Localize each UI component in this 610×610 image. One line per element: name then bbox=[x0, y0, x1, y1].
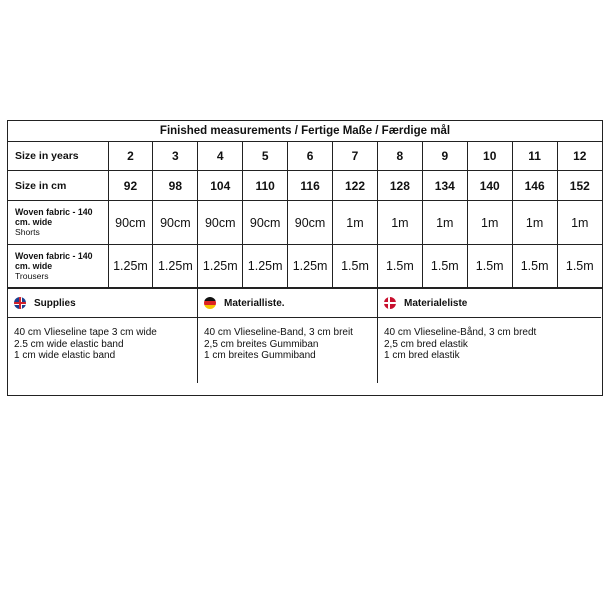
list-item: 40 cm Vlieseline-Band, 3 cm breit bbox=[204, 327, 353, 338]
cell: 146 bbox=[512, 171, 557, 201]
cell: 1.5m bbox=[467, 245, 512, 288]
cell: 4 bbox=[198, 142, 243, 171]
supplies-heading bbox=[198, 289, 377, 318]
cell: 1m bbox=[333, 201, 378, 245]
supplies-english bbox=[8, 289, 197, 383]
cell: 110 bbox=[243, 171, 288, 201]
size-table bbox=[8, 142, 602, 288]
row-label bbox=[8, 201, 108, 245]
cell: 10 bbox=[467, 142, 512, 171]
cell: 90cm bbox=[108, 201, 153, 245]
cell: 104 bbox=[198, 171, 243, 201]
cell: 1.5m bbox=[422, 245, 467, 288]
cell: 2 bbox=[108, 142, 153, 171]
germany-flag-icon bbox=[204, 297, 216, 309]
row-label: Size in years bbox=[8, 142, 108, 171]
row-shorts bbox=[8, 201, 602, 245]
garment-label: Shorts bbox=[15, 227, 40, 237]
row-trousers bbox=[8, 245, 602, 288]
cell: 5 bbox=[243, 142, 288, 171]
cell: 1.5m bbox=[333, 245, 378, 288]
supplies-danish bbox=[377, 289, 601, 383]
fabric-label: Woven fabric - 140 cm. wide bbox=[15, 250, 93, 271]
cell: 11 bbox=[512, 142, 557, 171]
cell: 128 bbox=[377, 171, 422, 201]
cell: 3 bbox=[153, 142, 198, 171]
list-item: 2.5 cm wide elastic band bbox=[14, 338, 124, 350]
cell: 6 bbox=[288, 142, 333, 171]
supplies-list bbox=[198, 318, 377, 362]
cell: 9 bbox=[422, 142, 467, 171]
list-item: 1 cm bred elastik bbox=[384, 350, 460, 361]
list-item: 1 cm breites Gummiband bbox=[204, 350, 316, 361]
row-label bbox=[8, 245, 108, 288]
cell: 1.25m bbox=[243, 245, 288, 288]
row-size-years bbox=[8, 142, 602, 171]
supplies-german bbox=[197, 289, 377, 383]
uk-flag-icon bbox=[14, 297, 26, 309]
garment-label: Trousers bbox=[15, 270, 49, 281]
cell: 90cm bbox=[288, 201, 333, 245]
cell: 90cm bbox=[153, 201, 198, 245]
list-item: 1 cm wide elastic band bbox=[14, 350, 116, 361]
fabric-label: Woven fabric - 140 cm. wide bbox=[15, 207, 93, 227]
cell: 1.25m bbox=[198, 245, 243, 288]
cell: 134 bbox=[422, 171, 467, 201]
measurements-sheet bbox=[7, 120, 603, 396]
cell: 98 bbox=[153, 171, 198, 201]
cell: 116 bbox=[288, 171, 333, 201]
row-label: Size in cm bbox=[8, 171, 108, 201]
cell: 92 bbox=[108, 171, 153, 201]
heading-text: Supplies bbox=[34, 297, 76, 309]
cell: 1.25m bbox=[153, 245, 198, 288]
cell: 90cm bbox=[198, 201, 243, 245]
supplies-heading bbox=[378, 289, 601, 318]
cell: 140 bbox=[467, 171, 512, 201]
cell: 8 bbox=[377, 142, 422, 171]
supplies-list bbox=[8, 318, 197, 362]
cell: 1m bbox=[467, 201, 512, 245]
cell: 152 bbox=[557, 171, 602, 201]
cell: 122 bbox=[333, 171, 378, 201]
cell: 1.5m bbox=[557, 245, 602, 288]
cell: 12 bbox=[557, 142, 602, 171]
supplies-list bbox=[378, 318, 601, 362]
list-item: 40 cm Vlieseline-Bånd, 3 cm bredt bbox=[384, 327, 537, 338]
sheet-title: Finished measurements / Fertige Maße / Færdige mål bbox=[8, 121, 602, 142]
list-item: 40 cm Vlieseline tape 3 cm wide bbox=[14, 327, 157, 338]
cell: 90cm bbox=[243, 201, 288, 245]
supplies-section bbox=[8, 288, 602, 383]
heading-text: Materialliste. bbox=[224, 297, 285, 309]
cell: 1.25m bbox=[288, 245, 333, 288]
cell: 7 bbox=[333, 142, 378, 171]
cell: 1m bbox=[557, 201, 602, 245]
cell: 1.5m bbox=[512, 245, 557, 288]
supplies-heading bbox=[8, 289, 197, 318]
cell: 1.5m bbox=[377, 245, 422, 288]
heading-text: Materialeliste bbox=[404, 297, 468, 309]
row-size-cm bbox=[8, 171, 602, 201]
cell: 1m bbox=[377, 201, 422, 245]
cell: 1.25m bbox=[108, 245, 153, 288]
cell: 1m bbox=[512, 201, 557, 245]
list-item: 2,5 cm bred elastik bbox=[384, 338, 468, 350]
cell: 1m bbox=[422, 201, 467, 245]
list-item: 2,5 cm breites Gummiban bbox=[204, 338, 319, 350]
denmark-flag-icon bbox=[384, 297, 396, 309]
